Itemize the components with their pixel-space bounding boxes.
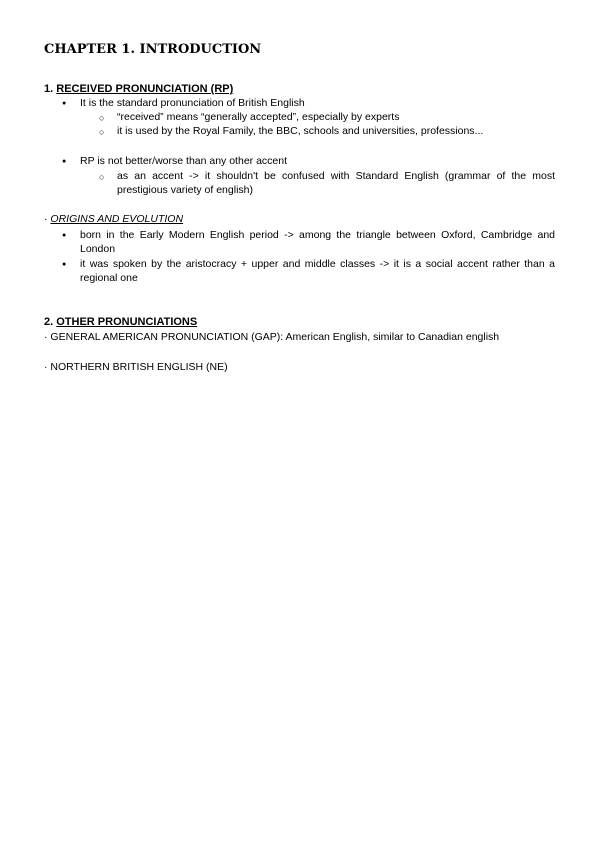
- bullet-icon: ●: [62, 232, 67, 239]
- origins-heading: [44, 212, 183, 226]
- chapter-title: CHAPTER 1. INTRODUCTION: [44, 42, 262, 57]
- section-1-title: RECEIVED PRONUNCIATION (RP): [56, 83, 234, 95]
- origins-prefix: ·: [44, 213, 48, 225]
- rp-bullet-2-sub-1: as an accent -> it shouldn't be confused with Standard English (grammar of the most prestigious variety of english): [117, 170, 555, 196]
- origins-bullet-1: born in the Early Modern English period -> among the triangle between Oxford, Cambridge and London: [80, 229, 555, 255]
- gap-item: · GENERAL AMERICAN PRONUNCIATION (GAP): American English, similar to Canadian english: [44, 331, 500, 343]
- origins-title: ORIGINS AND EVOLUTION: [50, 213, 184, 225]
- section-2-heading: [44, 316, 197, 328]
- circle-bullet-icon: ○: [99, 172, 105, 182]
- circle-bullet-icon: ○: [99, 113, 105, 123]
- ne-item: · NORTHERN BRITISH ENGLISH (NE): [44, 361, 228, 373]
- circle-bullet-icon: ○: [99, 127, 105, 137]
- bullet-icon: ●: [62, 261, 67, 268]
- origins-bullet-2: it was spoken by the aristocracy + upper and middle classes -> it is a social accent rather than a regional one: [80, 258, 555, 284]
- section-2-number: 2.: [44, 316, 54, 328]
- section-1-number: 1.: [44, 83, 54, 95]
- bullet-icon: ●: [62, 100, 67, 107]
- rp-bullet-1-sub-1: “received” means “generally accepted”, especially by experts: [117, 111, 400, 123]
- rp-bullet-2: RP is not better/worse than any other accent: [80, 155, 288, 167]
- section-2-title: OTHER PRONUNCIATIONS: [56, 316, 198, 328]
- bullet-icon: ●: [62, 158, 67, 165]
- rp-bullet-1-sub-2: it is used by the Royal Family, the BBC, schools and universities, professions...: [117, 125, 484, 137]
- section-1-heading: [44, 83, 233, 95]
- rp-bullet-1: It is the standard pronunciation of British English: [80, 97, 305, 109]
